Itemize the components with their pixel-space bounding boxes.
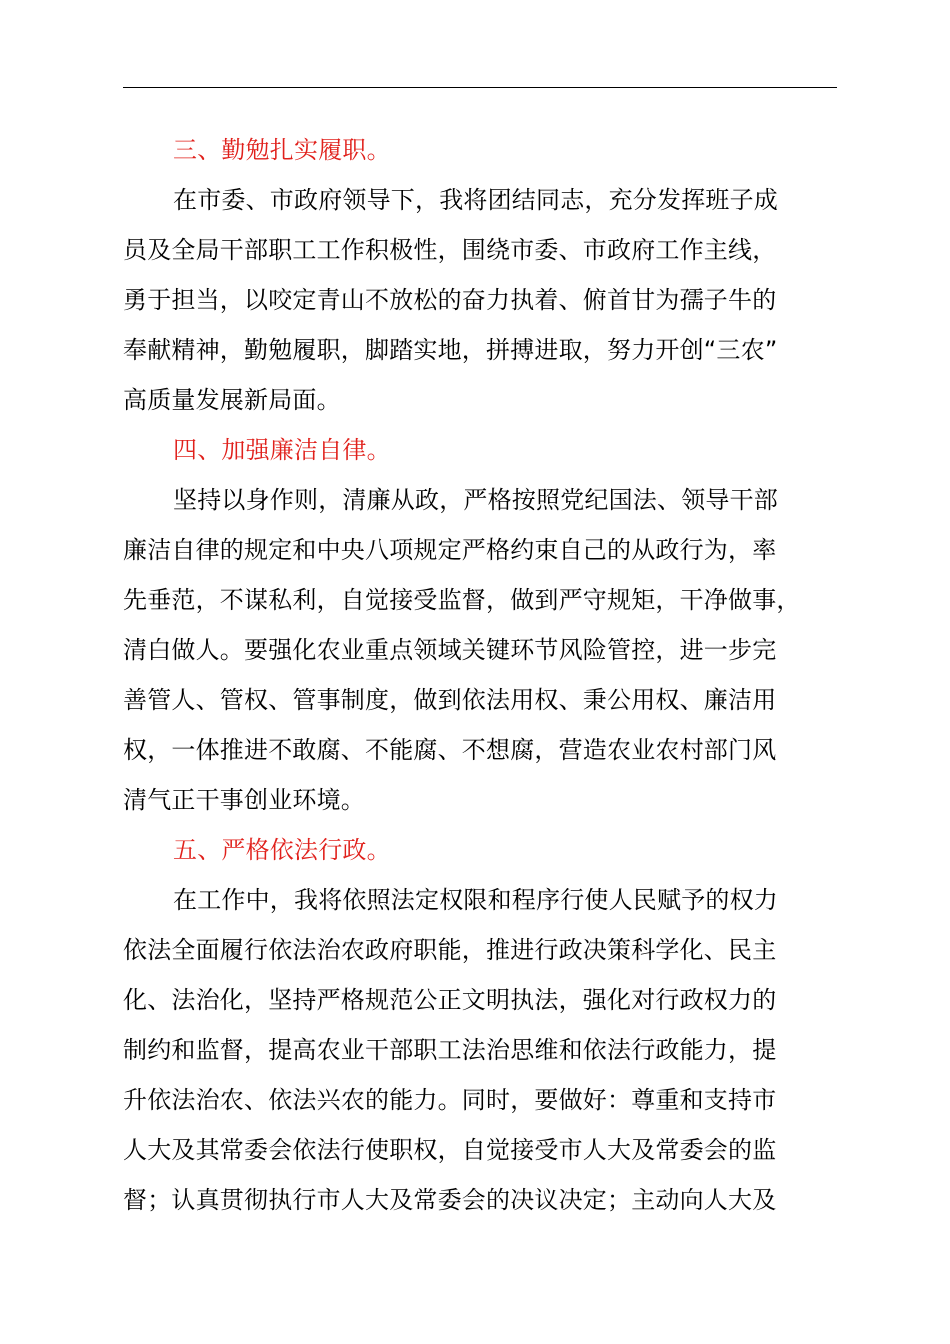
header-rule (123, 87, 837, 88)
paragraph-line: 督；认真贯彻执行市人大及常委会的决议决定；主动向人大及 (123, 1186, 777, 1214)
section-heading-4: 四、加强廉洁自律。 (173, 436, 391, 464)
paragraph-line: 权，一体推进不敢腐、不能腐、不想腐，营造农业农村部门风 (123, 736, 777, 764)
paragraph-line: 坚持以身作则，清廉从政，严格按照党纪国法、领导干部 (173, 486, 778, 514)
paragraph-line: 勇于担当，以咬定青山不放松的奋力执着、俯首甘为孺子牛的 (123, 286, 777, 314)
paragraph-line: 人大及其常委会依法行使职权，自觉接受市人大及常委会的监 (123, 1136, 777, 1164)
section-heading-5: 五、严格依法行政。 (173, 836, 391, 864)
paragraph-line: 高质量发展新局面。 (123, 386, 341, 414)
paragraph-line: 清气正干事创业环境。 (123, 786, 365, 814)
paragraph-line: 化、法治化，坚持严格规范公正文明执法，强化对行政权力的 (123, 986, 777, 1014)
paragraph-line: 奉献精神，勤勉履职，脚踏实地，拼搏进取，努力开创“三农” (123, 336, 778, 364)
paragraph-line: 依法全面履行依法治农政府职能，推进行政决策科学化、民主 (123, 936, 777, 964)
paragraph-line: 在市委、市政府领导下，我将团结同志，充分发挥班子成 (173, 186, 778, 214)
paragraph-line: 清白做人。要强化农业重点领域关键环节风险管控，进一步完 (123, 636, 777, 664)
document-body (123, 125, 863, 1225)
paragraph-line: 员及全局干部职工工作积极性，围绕市委、市政府工作主线， (123, 236, 777, 264)
paragraph-line: 善管人、管权、管事制度，做到依法用权、秉公用权、廉洁用 (123, 686, 777, 714)
section-heading-3: 三、勤勉扎实履职。 (173, 136, 391, 164)
paragraph-line: 廉洁自律的规定和中央八项规定严格约束自己的从政行为，率 (123, 536, 777, 564)
paragraph-line: 先垂范，不谋私利，自觉接受监督，做到严守规矩，干净做事， (123, 586, 801, 614)
paragraph-line: 在工作中，我将依照法定权限和程序行使人民赋予的权力 (173, 886, 778, 914)
paragraph-line: 升依法治农、依法兴农的能力。同时，要做好：尊重和支持市 (123, 1086, 777, 1114)
paragraph-line: 制约和监督，提高农业干部职工法治思维和依法行政能力，提 (123, 1036, 777, 1064)
